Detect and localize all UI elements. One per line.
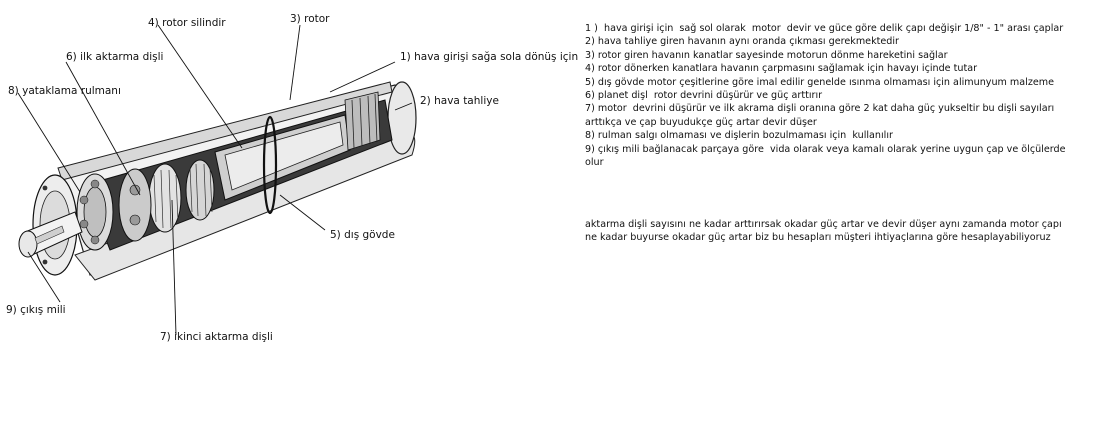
label-air-inlet: 1) hava girişi sağa sola dönüş için: [400, 51, 579, 63]
label-outer-body: 5) dış gövde: [330, 229, 395, 241]
label-first-transfer-gear: 6) ilk aktarma dişli: [66, 51, 164, 63]
note-9-continued: olur: [585, 157, 604, 169]
label-air-exhaust: 2) hava tahliye: [420, 95, 499, 107]
explanation-list: [585, 22, 1105, 169]
label-output-shaft: 9) çıkış mili: [6, 304, 66, 316]
note-7: 7) motor devrini düşürür ve ilk akrama dişli oranına göre 2 kat daha güç yukseltir bu dişli sayıları: [585, 103, 1055, 115]
planet-gear-carrier: [119, 169, 151, 241]
label-rotor-cylinder: 4) rotor silindir: [148, 17, 226, 29]
note-5: 5) dış gövde motor çeşitlerine göre imal edilir genelde ısınma olmaması için alimunyum malzeme: [585, 76, 1055, 88]
note-9: 9) çıkış mili bağlanacak parçaya göre vida olarak veya kamalı olarak yerine uygun çap ve ölçülerde: [585, 143, 1066, 155]
note-8: 8) rulman salgı olmaması ve dişlerin bozulmaması için kullanılır: [585, 130, 893, 142]
second-transfer-gear: [186, 160, 214, 220]
first-transfer-gear: [149, 164, 181, 232]
note-6: 6) planet dişl rotor devrini düşürür ve güç arttırır: [585, 90, 823, 102]
summary-line-2: ne kadar buyurse okadar güç artar biz bu hesapları müşteri ihtiyaçlarına göre hesaplayabiliyoruz: [585, 232, 1051, 244]
note-2: 2) hava tahliye giren havanın aynı oranda çıkması gerekmektedir: [585, 36, 899, 48]
note-1: 1 ) hava girişi için sağ sol olarak motor devir ve güce göre delik çapı değişir 1/8" - 1" arası çaplar: [585, 23, 1064, 34]
label-bearing: 8) yataklama rulmanı: [8, 85, 121, 97]
label-second-transfer-gear: 7) ikinci aktarma dişli: [160, 331, 273, 343]
bearing: [77, 174, 113, 250]
rotor-blades: [345, 92, 380, 150]
label-rotor: 3) rotor: [290, 13, 330, 25]
note-7-continued: arttıkça ve çap buyudukçe güç artar devir düşer: [585, 116, 817, 128]
note-4: 4) rotor dönerken kanatlara havanın çarpmasını sağlamak için havayı içinde tutar: [585, 63, 978, 75]
summary-paragraph: [585, 218, 1105, 245]
summary-line-1: aktarma dişli sayısını ne kadar arttırırsak okadar güç artar ve devir düşer aynı zamanda motor çapı: [585, 219, 1062, 230]
note-3: 3) rotor giren havanın kanatlar sayesinde motorun dönme hareketini sağlar: [585, 49, 948, 61]
